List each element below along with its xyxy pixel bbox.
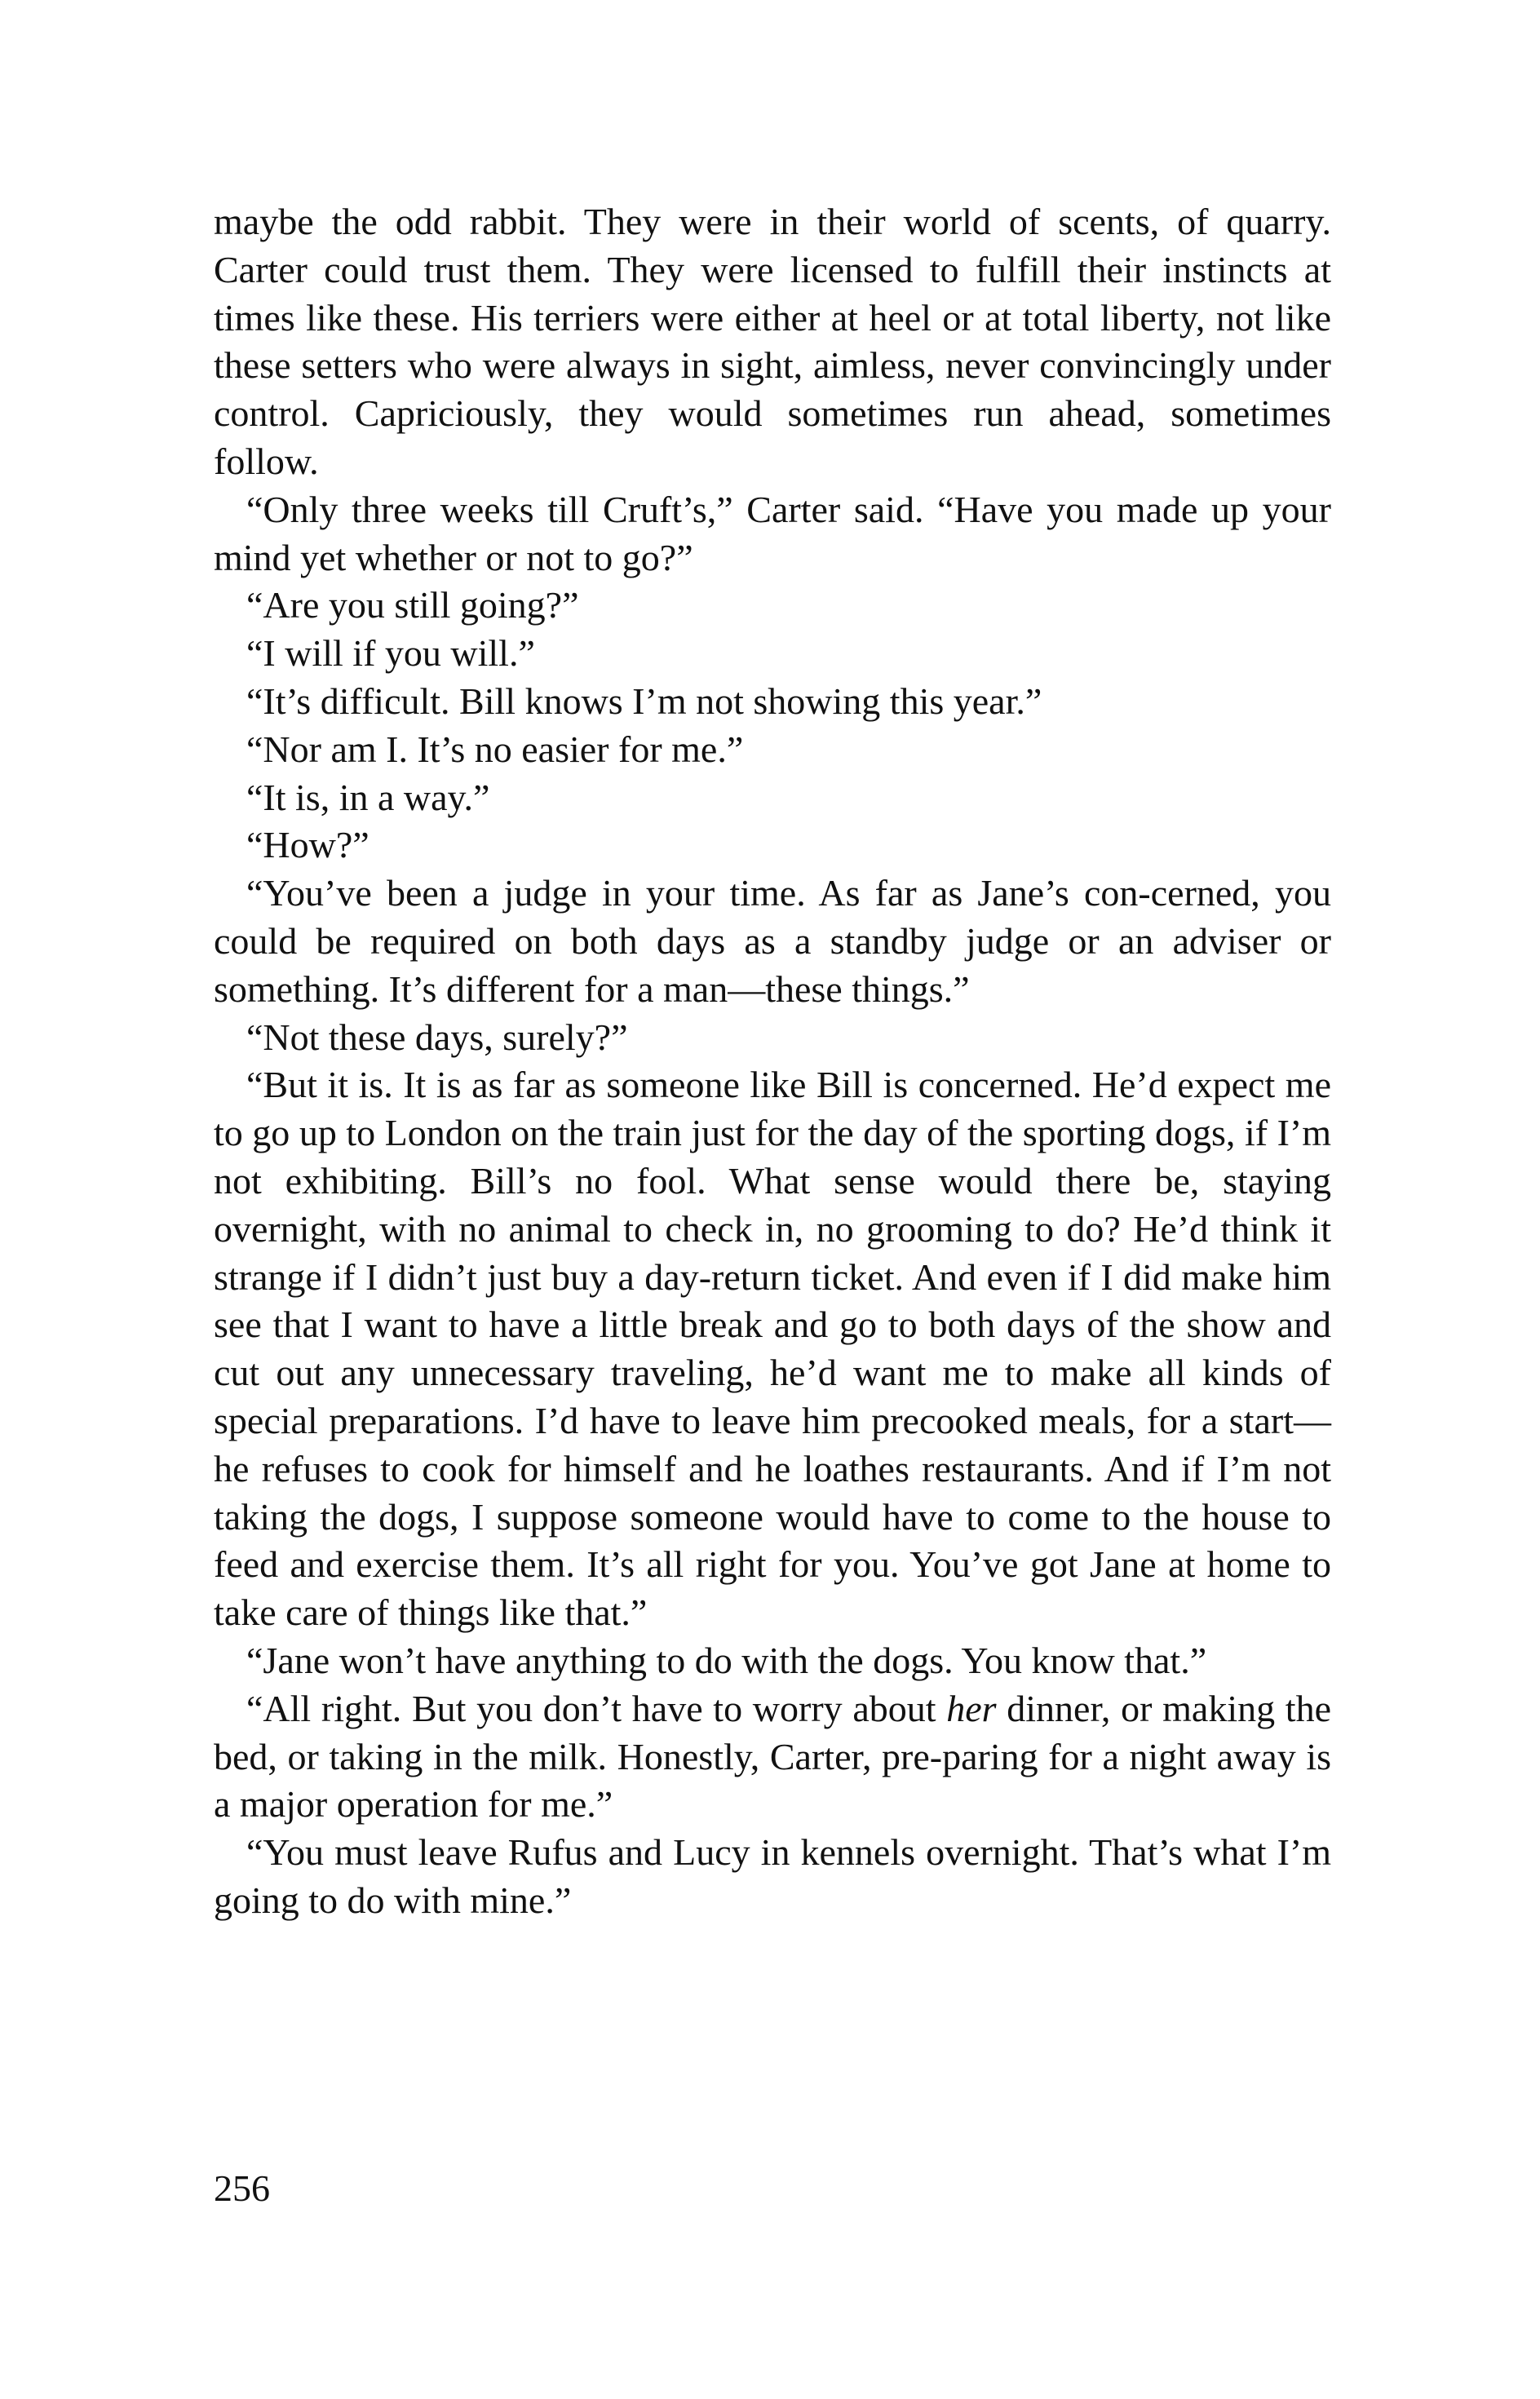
paragraph: “It’s difficult. Bill knows I’m not showing this year.” xyxy=(246,679,1042,722)
paragraph: “How?” xyxy=(246,824,370,866)
paragraph-text: dinner, or making the bed, or taking in the milk. Honestly, Carter, pre-paring for a night away is a major operation for me.” xyxy=(214,1687,1331,1826)
emphasized-word: her xyxy=(946,1687,997,1729)
paragraph: “I will if you will.” xyxy=(246,632,535,675)
paragraph: “It is, in a way.” xyxy=(246,776,490,818)
paragraph: “Jane won’t have anything to do with the dogs. You know that.” xyxy=(246,1639,1207,1681)
paragraph-text: “All right. But you don’t have to worry about xyxy=(246,1687,947,1729)
paragraph: “Not these days, surely?” xyxy=(246,1016,628,1058)
paragraph: maybe the odd rabbit. They were in their world of scents, of quarry. Carter could trust them. They were licensed to fulfill their instincts at times like these. His terriers were either at heel or at total liberty, not like these setters who were always in sight, aimless, never convincingly under control. Capriciously, they would sometimes run ahead, sometimes follow. xyxy=(214,201,1331,482)
paragraph: “Are you still going?” xyxy=(246,584,579,626)
paragraph: “But it is. It is as far as someone like Bill is concerned. He’d expect me to go up to London on the train just for the day of the sporting dogs, if I’m not exhibiting. Bill’s no fool. What sense would there be, staying overnight, with no animal to check in, no grooming to do? He’d think it strange if I didn’t just buy a day-return ticket. And even if I did make him see that I want to have a little break and go to both days of the show and cut out any unnecessary traveling, he’d want me to make all kinds of special preparations. I’d have to leave him precooked meals, for a start—he refuses to cook for himself and he loathes restaurants. And if I’m not taking the dogs, I suppose someone would have to come to the house to feed and exercise them. It’s all right for you. You’ve got Jane at home to take care of things like that.” xyxy=(214,1064,1331,1634)
paragraph: “Nor am I. It’s no easier for me.” xyxy=(246,728,744,770)
paragraph: “You must leave Rufus and Lucy in kennels overnight. That’s what I’m going to do with mine.” xyxy=(214,1831,1331,1921)
body-text xyxy=(214,198,1331,1925)
page-number: 256 xyxy=(214,2167,270,2209)
paragraph xyxy=(214,1685,1331,1829)
paragraph: “You’ve been a judge in your time. As far as Jane’s con-cerned, you could be required on both days as a standby judge or an adviser or something. It’s different for a man—these things.” xyxy=(214,872,1331,1010)
paragraph: “Only three weeks till Cruft’s,” Carter said. “Have you made up your mind yet whether or not to go?” xyxy=(214,488,1331,578)
